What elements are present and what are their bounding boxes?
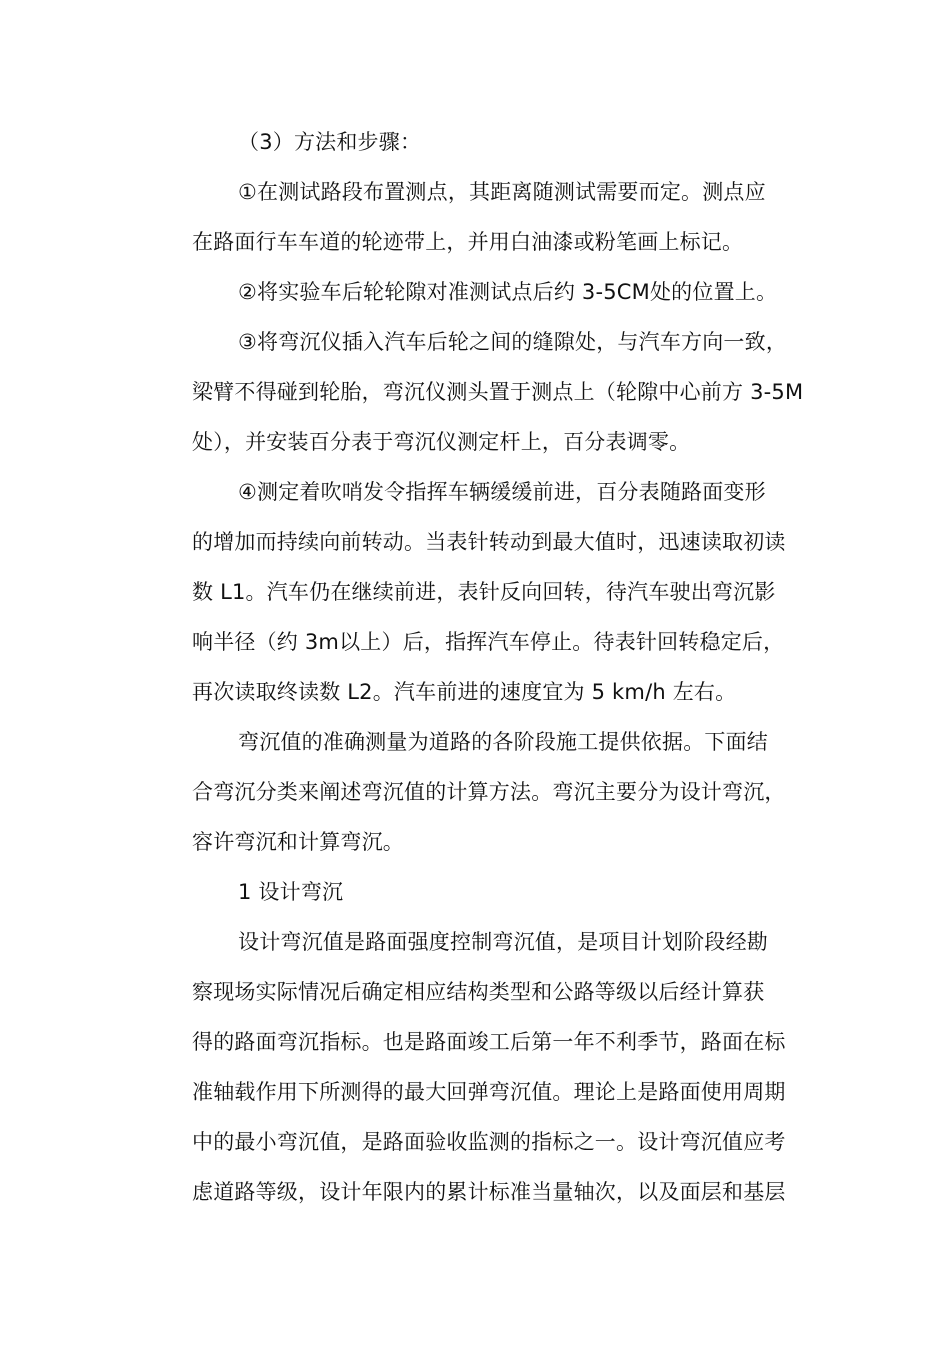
text-line: ①在测试路段布置测点，其距离随测试需要而定。测点应 <box>238 180 766 204</box>
text-line: 察现场实际情况后确定相应结构类型和公路等级以后经计算获 <box>192 980 765 1004</box>
text-line: ③将弯沉仪插入汽车后轮之间的缝隙处，与汽车方向一致， <box>238 330 788 354</box>
text-line: 弯沉值的准确测量为道路的各阶段施工提供依据。下面结 <box>238 730 768 754</box>
text-line: ②将实验车后轮轮隙对准测试点后约 3-5CM处的位置上。 <box>238 280 778 304</box>
text-line: 设计弯沉值是路面强度控制弯沉值，是项目计划阶段经勘 <box>238 930 768 954</box>
text-line: （3）方法和步骤： <box>238 130 422 154</box>
text-line: 的增加而持续向前转动。当表针转动到最大值时，迅速读取初读 <box>192 530 786 554</box>
text-line: 梁臂不得碰到轮胎，弯沉仪测头置于测点上（轮隙中心前方 3-5M <box>192 380 804 404</box>
text-line: 再次读取终读数 L2。汽车前进的速度宜为 5 km/h 左右。 <box>192 680 737 704</box>
text-line: 数 L1。汽车仍在继续前进，表针反向回转，待汽车驶出弯沉影 <box>192 580 776 604</box>
text-line: 响半径（约 3m以上）后，指挥汽车停止。待表针回转稳定后， <box>192 630 785 654</box>
text-line: 处），并安装百分表于弯沉仪测定杆上，百分表调零。 <box>192 430 691 454</box>
text-line: 虑道路等级，设计年限内的累计标准当量轴次，以及面层和基层 <box>192 1180 786 1204</box>
text-line: 合弯沉分类来阐述弯沉值的计算方法。弯沉主要分为设计弯沉， <box>192 780 786 804</box>
text-line: 容许弯沉和计算弯沉。 <box>192 830 404 854</box>
text-line: 得的路面弯沉指标。也是路面竣工后第一年不利季节，路面在标 <box>192 1030 786 1054</box>
text-line: ④测定着吹哨发令指挥车辆缓缓前进，百分表随路面变形 <box>238 480 766 504</box>
text-line: 在路面行车车道的轮迹带上，并用白油漆或粉笔画上标记。 <box>192 230 744 254</box>
text-line: 准轴载作用下所测得的最大回弹弯沉值。理论上是路面使用周期 <box>192 1080 786 1104</box>
text-line: 中的最小弯沉值，是路面验收监测的指标之一。设计弯沉值应考 <box>192 1130 786 1154</box>
section-heading: 1 设计弯沉 <box>238 880 344 904</box>
